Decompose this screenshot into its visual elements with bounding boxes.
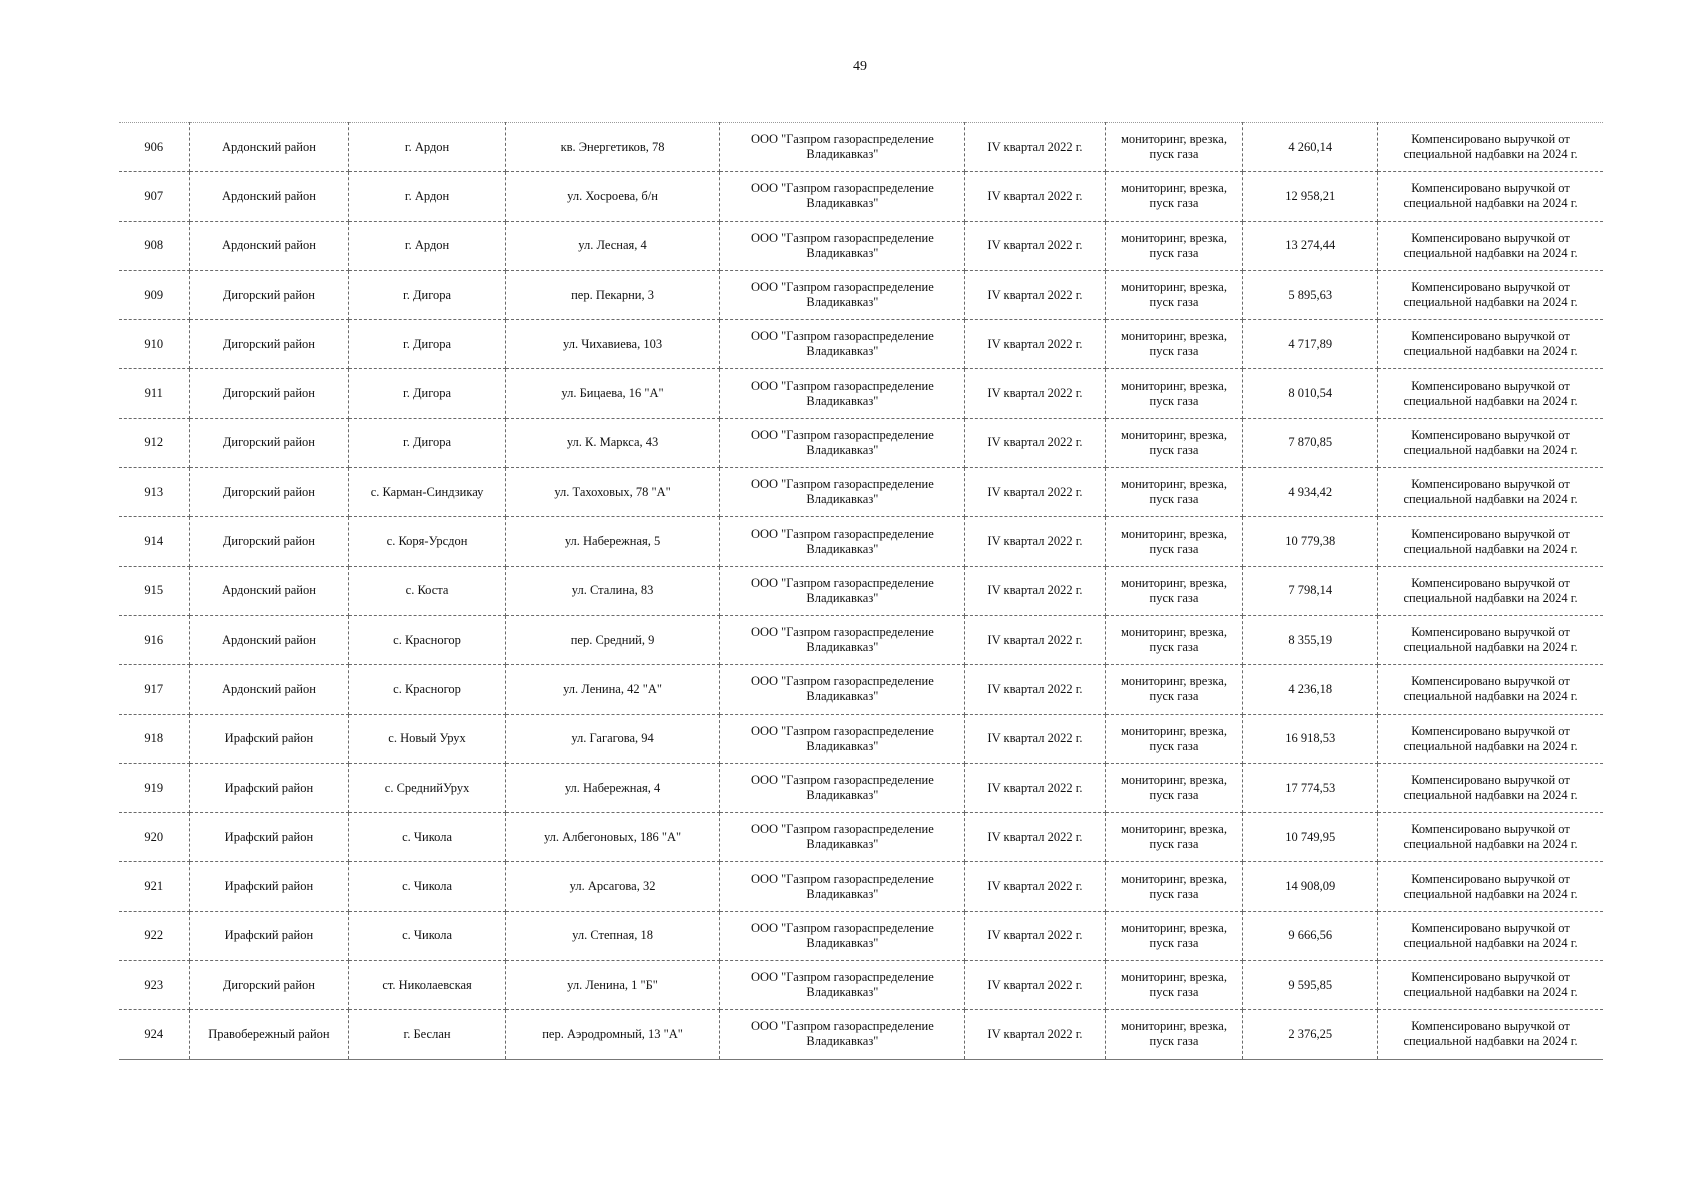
- organization-cell: ООО "Газпром газораспределение Владикавказ": [720, 862, 965, 911]
- status-cell: Компенсировано выручкой от специальной надбавки на 2024 г.: [1378, 862, 1603, 911]
- period-cell: IV квартал 2022 г.: [965, 911, 1105, 960]
- works-cell: мониторинг, врезка, пуск газа: [1105, 813, 1243, 862]
- table-row: [119, 961, 1603, 1010]
- period-cell: IV квартал 2022 г.: [965, 1010, 1105, 1059]
- address-cell: ул. Чихавиева, 103: [505, 320, 720, 369]
- organization-cell: ООО "Газпром газораспределение Владикавказ": [720, 270, 965, 319]
- works-cell: мониторинг, врезка, пуск газа: [1105, 270, 1243, 319]
- period-cell: IV квартал 2022 г.: [965, 221, 1105, 270]
- table-row: [119, 1010, 1603, 1059]
- district-cell: Ардонский район: [189, 566, 349, 615]
- row-number: 918: [119, 714, 189, 763]
- district-cell: Ардонский район: [189, 123, 349, 172]
- row-number: 919: [119, 763, 189, 812]
- address-cell: ул. Сталина, 83: [505, 566, 720, 615]
- district-cell: Дигорский район: [189, 270, 349, 319]
- locality-cell: с. Красногор: [349, 665, 505, 714]
- status-cell: Компенсировано выручкой от специальной надбавки на 2024 г.: [1378, 369, 1603, 418]
- row-number: 912: [119, 418, 189, 467]
- works-cell: мониторинг, врезка, пуск газа: [1105, 172, 1243, 221]
- organization-cell: ООО "Газпром газораспределение Владикавказ": [720, 418, 965, 467]
- amount-cell: 12 958,21: [1243, 172, 1378, 221]
- status-cell: Компенсировано выручкой от специальной надбавки на 2024 г.: [1378, 123, 1603, 172]
- status-cell: Компенсировано выручкой от специальной надбавки на 2024 г.: [1378, 714, 1603, 763]
- amount-cell: 14 908,09: [1243, 862, 1378, 911]
- amount-cell: 5 895,63: [1243, 270, 1378, 319]
- locality-cell: г. Дигора: [349, 270, 505, 319]
- table-row: [119, 714, 1603, 763]
- table-row: [119, 911, 1603, 960]
- amount-cell: 17 774,53: [1243, 763, 1378, 812]
- amount-cell: 7 798,14: [1243, 566, 1378, 615]
- period-cell: IV квартал 2022 г.: [965, 566, 1105, 615]
- district-cell: Ирафский район: [189, 714, 349, 763]
- table-row: [119, 172, 1603, 221]
- table-row: [119, 862, 1603, 911]
- row-number: 922: [119, 911, 189, 960]
- address-cell: ул. Тахоховых, 78 "А": [505, 468, 720, 517]
- amount-cell: 4 934,42: [1243, 468, 1378, 517]
- status-cell: Компенсировано выручкой от специальной надбавки на 2024 г.: [1378, 468, 1603, 517]
- works-cell: мониторинг, врезка, пуск газа: [1105, 418, 1243, 467]
- period-cell: IV квартал 2022 г.: [965, 763, 1105, 812]
- works-cell: мониторинг, врезка, пуск газа: [1105, 615, 1243, 664]
- works-cell: мониторинг, врезка, пуск газа: [1105, 369, 1243, 418]
- district-cell: Ирафский район: [189, 862, 349, 911]
- works-cell: мониторинг, врезка, пуск газа: [1105, 221, 1243, 270]
- row-number: 915: [119, 566, 189, 615]
- address-cell: ул. Ленина, 1 "Б": [505, 961, 720, 1010]
- table-row: [119, 813, 1603, 862]
- period-cell: IV квартал 2022 г.: [965, 813, 1105, 862]
- table-row: [119, 270, 1603, 319]
- locality-cell: с. Карман-Синдзикау: [349, 468, 505, 517]
- locality-cell: г. Ардон: [349, 123, 505, 172]
- amount-cell: 8 355,19: [1243, 615, 1378, 664]
- address-cell: ул. Степная, 18: [505, 911, 720, 960]
- organization-cell: ООО "Газпром газораспределение Владикавказ": [720, 369, 965, 418]
- period-cell: IV квартал 2022 г.: [965, 270, 1105, 319]
- organization-cell: ООО "Газпром газораспределение Владикавказ": [720, 468, 965, 517]
- amount-cell: 9 595,85: [1243, 961, 1378, 1010]
- works-cell: мониторинг, врезка, пуск газа: [1105, 763, 1243, 812]
- period-cell: IV квартал 2022 г.: [965, 468, 1105, 517]
- amount-cell: 9 666,56: [1243, 911, 1378, 960]
- table-row: [119, 615, 1603, 664]
- locality-cell: г. Ардон: [349, 172, 505, 221]
- row-number: 908: [119, 221, 189, 270]
- works-cell: мониторинг, врезка, пуск газа: [1105, 665, 1243, 714]
- period-cell: IV квартал 2022 г.: [965, 418, 1105, 467]
- organization-cell: ООО "Газпром газораспределение Владикавказ": [720, 813, 965, 862]
- address-cell: кв. Энергетиков, 78: [505, 123, 720, 172]
- locality-cell: с. Новый Урух: [349, 714, 505, 763]
- amount-cell: 10 779,38: [1243, 517, 1378, 566]
- address-cell: ул. Бицаева, 16 "А": [505, 369, 720, 418]
- table-row: [119, 320, 1603, 369]
- status-cell: Компенсировано выручкой от специальной надбавки на 2024 г.: [1378, 813, 1603, 862]
- row-number: 916: [119, 615, 189, 664]
- district-cell: Дигорский район: [189, 320, 349, 369]
- works-cell: мониторинг, врезка, пуск газа: [1105, 911, 1243, 960]
- row-number: 914: [119, 517, 189, 566]
- organization-cell: ООО "Газпром газораспределение Владикавказ": [720, 172, 965, 221]
- address-cell: пер. Пекарни, 3: [505, 270, 720, 319]
- organization-cell: ООО "Газпром газораспределение Владикавказ": [720, 665, 965, 714]
- locality-cell: с. СреднийУрух: [349, 763, 505, 812]
- amount-cell: 4 260,14: [1243, 123, 1378, 172]
- table-row: [119, 665, 1603, 714]
- locality-cell: г. Беслан: [349, 1010, 505, 1059]
- locality-cell: г. Дигора: [349, 320, 505, 369]
- organization-cell: ООО "Газпром газораспределение Владикавказ": [720, 123, 965, 172]
- district-cell: Ардонский район: [189, 665, 349, 714]
- row-number: 907: [119, 172, 189, 221]
- amount-cell: 16 918,53: [1243, 714, 1378, 763]
- address-cell: пер. Аэродромный, 13 "А": [505, 1010, 720, 1059]
- status-cell: Компенсировано выручкой от специальной надбавки на 2024 г.: [1378, 911, 1603, 960]
- address-cell: ул. Лесная, 4: [505, 221, 720, 270]
- organization-cell: ООО "Газпром газораспределение Владикавказ": [720, 517, 965, 566]
- locality-cell: г. Дигора: [349, 418, 505, 467]
- organization-cell: ООО "Газпром газораспределение Владикавказ": [720, 714, 965, 763]
- organization-cell: ООО "Газпром газораспределение Владикавказ": [720, 221, 965, 270]
- district-cell: Дигорский район: [189, 369, 349, 418]
- locality-cell: с. Чикола: [349, 862, 505, 911]
- row-number: 911: [119, 369, 189, 418]
- locality-cell: ст. Николаевская: [349, 961, 505, 1010]
- registry-table: [119, 122, 1603, 1060]
- district-cell: Дигорский район: [189, 517, 349, 566]
- period-cell: IV квартал 2022 г.: [965, 517, 1105, 566]
- table-row: [119, 221, 1603, 270]
- status-cell: Компенсировано выручкой от специальной надбавки на 2024 г.: [1378, 517, 1603, 566]
- locality-cell: с. Чикола: [349, 813, 505, 862]
- status-cell: Компенсировано выручкой от специальной надбавки на 2024 г.: [1378, 418, 1603, 467]
- address-cell: ул. Набережная, 4: [505, 763, 720, 812]
- address-cell: пер. Средний, 9: [505, 615, 720, 664]
- row-number: 924: [119, 1010, 189, 1059]
- address-cell: ул. Набережная, 5: [505, 517, 720, 566]
- amount-cell: 8 010,54: [1243, 369, 1378, 418]
- table-row: [119, 418, 1603, 467]
- organization-cell: ООО "Газпром газораспределение Владикавказ": [720, 1010, 965, 1059]
- district-cell: Ардонский район: [189, 615, 349, 664]
- district-cell: Ирафский район: [189, 911, 349, 960]
- row-number: 923: [119, 961, 189, 1010]
- address-cell: ул. Хосроева, б/н: [505, 172, 720, 221]
- organization-cell: ООО "Газпром газораспределение Владикавказ": [720, 911, 965, 960]
- locality-cell: г. Дигора: [349, 369, 505, 418]
- table-row: [119, 517, 1603, 566]
- row-number: 921: [119, 862, 189, 911]
- status-cell: Компенсировано выручкой от специальной надбавки на 2024 г.: [1378, 665, 1603, 714]
- amount-cell: 2 376,25: [1243, 1010, 1378, 1059]
- amount-cell: 7 870,85: [1243, 418, 1378, 467]
- period-cell: IV квартал 2022 г.: [965, 714, 1105, 763]
- status-cell: Компенсировано выручкой от специальной надбавки на 2024 г.: [1378, 270, 1603, 319]
- status-cell: Компенсировано выручкой от специальной надбавки на 2024 г.: [1378, 566, 1603, 615]
- works-cell: мониторинг, врезка, пуск газа: [1105, 468, 1243, 517]
- district-cell: Дигорский район: [189, 418, 349, 467]
- locality-cell: с. Коста: [349, 566, 505, 615]
- district-cell: Ирафский район: [189, 813, 349, 862]
- locality-cell: г. Ардон: [349, 221, 505, 270]
- works-cell: мониторинг, врезка, пуск газа: [1105, 1010, 1243, 1059]
- organization-cell: ООО "Газпром газораспределение Владикавказ": [720, 763, 965, 812]
- status-cell: Компенсировано выручкой от специальной надбавки на 2024 г.: [1378, 961, 1603, 1010]
- period-cell: IV квартал 2022 г.: [965, 320, 1105, 369]
- row-number: 920: [119, 813, 189, 862]
- works-cell: мониторинг, врезка, пуск газа: [1105, 566, 1243, 615]
- page-number: 49: [853, 59, 867, 74]
- works-cell: мониторинг, врезка, пуск газа: [1105, 862, 1243, 911]
- address-cell: ул. Ленина, 42 "А": [505, 665, 720, 714]
- status-cell: Компенсировано выручкой от специальной надбавки на 2024 г.: [1378, 172, 1603, 221]
- works-cell: мониторинг, врезка, пуск газа: [1105, 320, 1243, 369]
- amount-cell: 13 274,44: [1243, 221, 1378, 270]
- address-cell: ул. Арсагова, 32: [505, 862, 720, 911]
- period-cell: IV квартал 2022 г.: [965, 665, 1105, 714]
- status-cell: Компенсировано выручкой от специальной надбавки на 2024 г.: [1378, 615, 1603, 664]
- period-cell: IV квартал 2022 г.: [965, 172, 1105, 221]
- row-number: 906: [119, 123, 189, 172]
- district-cell: Дигорский район: [189, 468, 349, 517]
- row-number: 909: [119, 270, 189, 319]
- period-cell: IV квартал 2022 г.: [965, 369, 1105, 418]
- status-cell: Компенсировано выручкой от специальной надбавки на 2024 г.: [1378, 763, 1603, 812]
- period-cell: IV квартал 2022 г.: [965, 961, 1105, 1010]
- period-cell: IV квартал 2022 г.: [965, 862, 1105, 911]
- works-cell: мониторинг, врезка, пуск газа: [1105, 961, 1243, 1010]
- row-number: 913: [119, 468, 189, 517]
- status-cell: Компенсировано выручкой от специальной надбавки на 2024 г.: [1378, 320, 1603, 369]
- amount-cell: 10 749,95: [1243, 813, 1378, 862]
- address-cell: ул. Гагагова, 94: [505, 714, 720, 763]
- status-cell: Компенсировано выручкой от специальной надбавки на 2024 г.: [1378, 1010, 1603, 1059]
- locality-cell: с. Чикола: [349, 911, 505, 960]
- row-number: 917: [119, 665, 189, 714]
- organization-cell: ООО "Газпром газораспределение Владикавказ": [720, 320, 965, 369]
- district-cell: Правобережный район: [189, 1010, 349, 1059]
- organization-cell: ООО "Газпром газораспределение Владикавказ": [720, 961, 965, 1010]
- period-cell: IV квартал 2022 г.: [965, 123, 1105, 172]
- district-cell: Ирафский район: [189, 763, 349, 812]
- status-cell: Компенсировано выручкой от специальной надбавки на 2024 г.: [1378, 221, 1603, 270]
- period-cell: IV квартал 2022 г.: [965, 615, 1105, 664]
- address-cell: ул. Албегоновых, 186 "А": [505, 813, 720, 862]
- row-number: 910: [119, 320, 189, 369]
- registry-body: [119, 123, 1603, 1060]
- district-cell: Ардонский район: [189, 172, 349, 221]
- organization-cell: ООО "Газпром газораспределение Владикавказ": [720, 615, 965, 664]
- table-row: [119, 123, 1603, 172]
- locality-cell: с. Коря-Урсдон: [349, 517, 505, 566]
- district-cell: Дигорский район: [189, 961, 349, 1010]
- district-cell: Ардонский район: [189, 221, 349, 270]
- locality-cell: с. Красногор: [349, 615, 505, 664]
- address-cell: ул. К. Маркса, 43: [505, 418, 720, 467]
- amount-cell: 4 236,18: [1243, 665, 1378, 714]
- table-row: [119, 468, 1603, 517]
- table-row: [119, 566, 1603, 615]
- organization-cell: ООО "Газпром газораспределение Владикавказ": [720, 566, 965, 615]
- works-cell: мониторинг, врезка, пуск газа: [1105, 123, 1243, 172]
- table-row: [119, 369, 1603, 418]
- works-cell: мониторинг, врезка, пуск газа: [1105, 517, 1243, 566]
- amount-cell: 4 717,89: [1243, 320, 1378, 369]
- table-row: [119, 763, 1603, 812]
- works-cell: мониторинг, врезка, пуск газа: [1105, 714, 1243, 763]
